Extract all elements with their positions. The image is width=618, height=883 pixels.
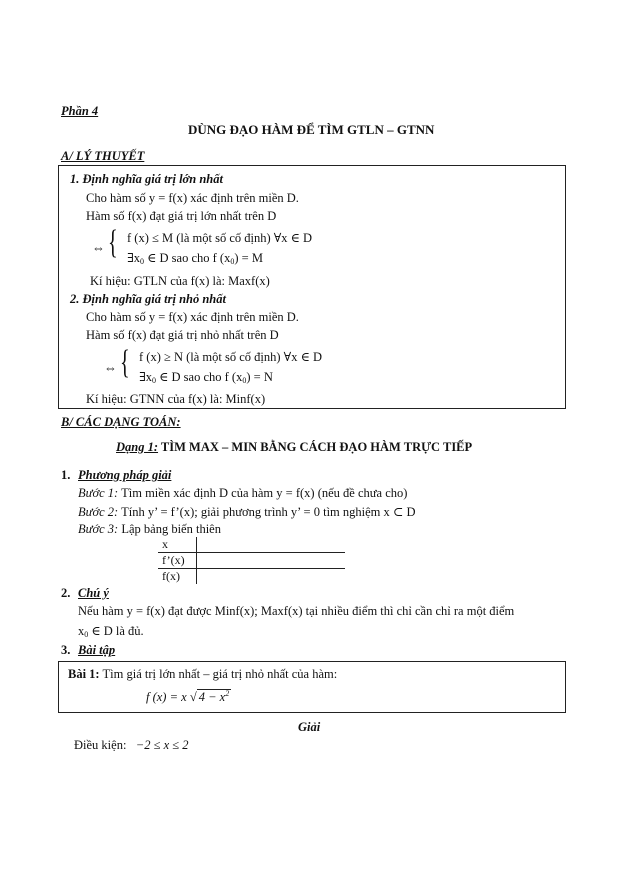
note-line2: $x_0$ ∈ D là đủ. <box>78 624 144 639</box>
def2-cond2: $\exists x_0$ ∈ D sao cho f $(x_0) = N$ <box>139 370 273 385</box>
def1-line1: Cho hàm số y = f(x) xác định trên miền D. <box>86 191 299 205</box>
dang1-heading <box>116 440 472 455</box>
def1-heading: 1. Định nghĩa giá trị lớn nhất <box>70 172 223 186</box>
exercises-num: 3. <box>61 643 71 657</box>
table-row-label-derivative: f’(x) <box>158 553 197 569</box>
exercises-heading: Bài tập <box>78 643 116 657</box>
def2-notation: Kí hiệu: GTNN của f(x) là: Minf(x) <box>86 392 266 406</box>
def2-brace: { <box>120 344 130 381</box>
table-row <box>158 569 345 585</box>
note-num: 2. <box>61 586 71 600</box>
step1: Bước 1: Tìm miền xác định D của hàm y = f(x) (nếu đề chưa cho) <box>78 486 408 500</box>
table-row-label-x: x <box>158 537 197 553</box>
def2-cond1: f (x) ≥ N (là một số cố định) ∀x ∈ D <box>139 350 323 364</box>
step3: Bước 3: Lập bảng biến thiên <box>78 522 221 536</box>
page-title: DÙNG ĐẠO HÀM ĐỂ TÌM GTLN – GTNN <box>188 122 435 137</box>
def1-notation: Kí hiệu: GTLN của f(x) là: Maxf(x) <box>90 274 270 288</box>
note-heading: Chú ý <box>78 586 109 600</box>
dang1-text: TÌM MAX – MIN BẰNG CÁCH ĐẠO HÀM TRỰC TIẾP <box>158 440 473 454</box>
part-label: Phần 4 <box>61 104 99 118</box>
def1-iff: ⇔ <box>92 240 105 255</box>
bai1-formula: f (x) = x √ $4 - x^2$ <box>146 689 230 704</box>
table-row <box>158 553 345 569</box>
step2: Bước 2: Tính y’ = f’(x); giải phương trình y’ = 0 tìm nghiệm x ⊂ D <box>78 505 416 519</box>
def2-heading: 2. Định nghĩa giá trị nhỏ nhất <box>70 292 226 306</box>
def2-line1: Cho hàm số y = f(x) xác định trên miền D. <box>86 310 299 324</box>
note-line1: Nếu hàm y = f(x) đạt được Minf(x); Maxf(x) tại nhiều điểm thì chỉ cần chỉ ra một điểm <box>78 604 515 618</box>
variation-table <box>158 537 345 584</box>
table-row-label-function: f(x) <box>158 569 197 585</box>
condition-line: Điều kiện: −2 ≤ x ≤ 2 <box>74 738 189 752</box>
method-heading: Phương pháp giải <box>78 468 172 482</box>
bai1-statement: Bài 1: Tìm giá trị lớn nhất – giá trị nhỏ nhất của hàm: <box>68 667 338 681</box>
dang1-label: Dạng 1: <box>116 440 159 454</box>
def1-line2: Hàm số f(x) đạt giá trị lớn nhất trên D <box>86 209 277 223</box>
section-a-heading: A/ LÝ THUYẾT <box>61 149 145 163</box>
def1-cond2: $\exists x_0$ ∈ D sao cho f $(x_0) = M$ <box>127 251 263 266</box>
section-b-heading: B/ CÁC DẠNG TOÁN: <box>61 415 181 429</box>
solution-label: Giải <box>298 720 321 734</box>
def1-cond1: f (x) ≤ M (là một số cố định) ∀x ∈ D <box>127 231 313 245</box>
method-num: 1. <box>61 468 71 482</box>
def2-line2: Hàm số f(x) đạt giá trị nhỏ nhất trên D <box>86 328 279 342</box>
def1-brace: { <box>108 224 118 261</box>
def2-iff: ⇔ <box>104 360 117 375</box>
table-row <box>158 537 345 553</box>
